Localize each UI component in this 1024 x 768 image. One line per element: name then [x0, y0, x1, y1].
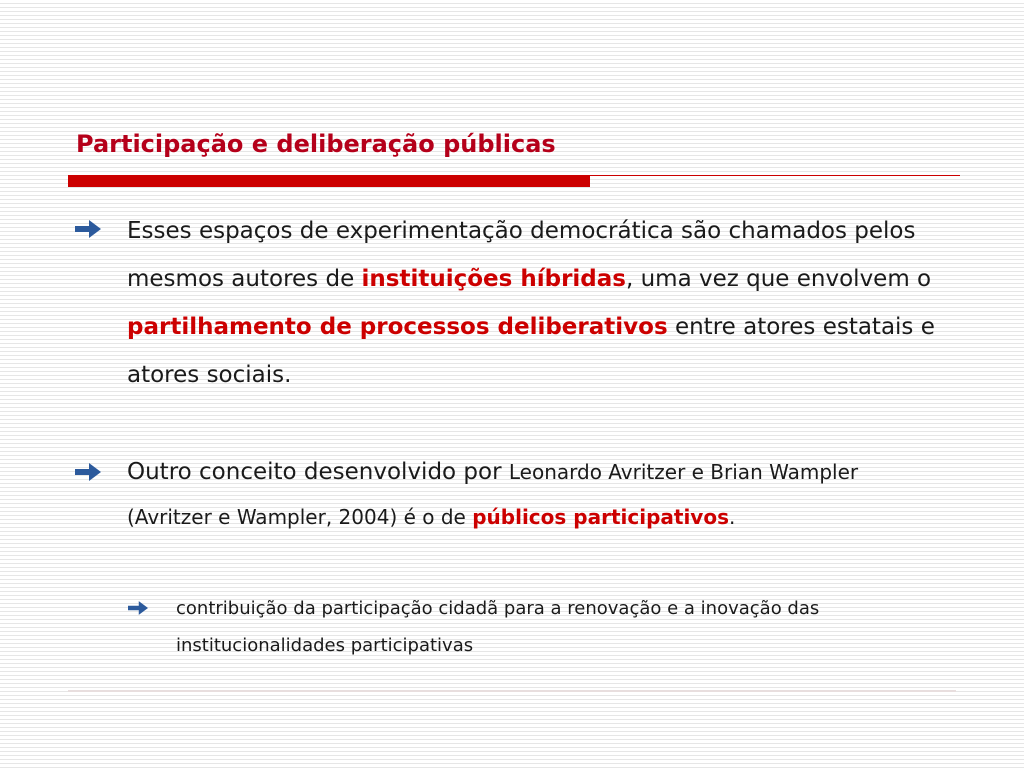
slide-title: Participação e deliberação públicas — [76, 130, 556, 158]
bullet-1-text-1: Esses espaços de experimentação democrática são chamados pelos mesmos autores de — [127, 218, 916, 292]
bullet-2-text-3: . — [728, 505, 736, 529]
bullet-1-emphasis-2: partilhamento de processos deliberativos — [127, 314, 668, 340]
sub-bullet: contribuição da participação cidadã para a renovação e a inovação das institucionalidades participativas — [176, 598, 820, 656]
footer-divider-line — [68, 690, 956, 692]
bullet-2-text-2: Leonardo Avritzer e Brian Wampler (Avritzer e Wampler, 2004) é o de — [127, 460, 859, 529]
bullet-2 — [127, 450, 947, 540]
title-accent-bar — [68, 175, 590, 187]
title-divider-line — [590, 175, 960, 176]
bullet-2-emphasis-1: públicos participativos — [472, 505, 729, 529]
bullet-2-text-1: Outro conceito desenvolvido por — [127, 459, 509, 485]
bullet-1 — [127, 207, 947, 399]
bullet-1-text-2: , uma vez que envolvem o — [625, 266, 932, 292]
bullet-1-emphasis-1: instituições híbridas — [361, 266, 626, 292]
bullet-1-text-3: entre atores estatais e atores sociais. — [127, 314, 935, 388]
